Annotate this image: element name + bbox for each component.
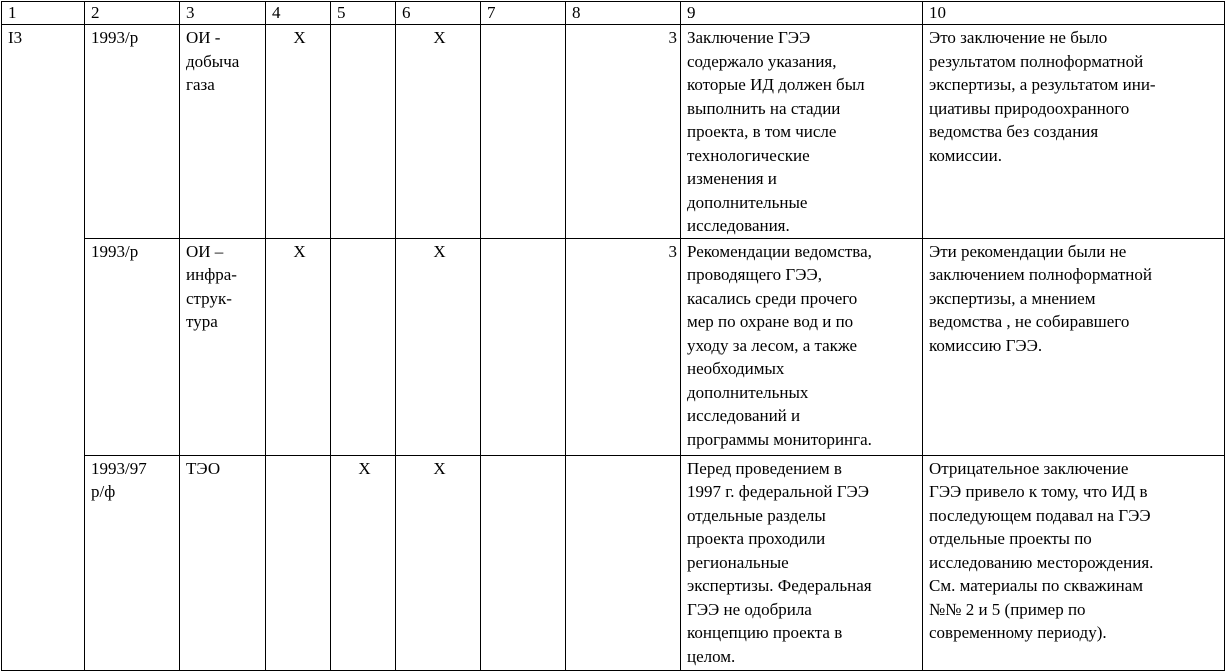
score-cell [566, 455, 681, 670]
mark-cell-4: Х [266, 238, 331, 455]
description-cell: Рекомендации ведомства, проводящего ГЭЭ, касались среди прочего мер по охране вод и по уходу за лесом, а также необходимых дополнительных исследований и программы мониторинга. [681, 238, 923, 455]
mark-cell-5: Х [331, 455, 396, 670]
document-table [1, 1, 1225, 671]
mark-cell-7 [481, 25, 566, 239]
header-cell-1: 1 [2, 2, 85, 25]
mark-cell-6: Х [396, 25, 481, 239]
table-row [2, 455, 1225, 670]
header-cell-10: 10 [923, 2, 1225, 25]
header-cell-9: 9 [681, 2, 923, 25]
table-row [2, 25, 1225, 239]
mark-cell-4 [266, 455, 331, 670]
header-cell-3: 3 [180, 2, 266, 25]
header-cell-8: 8 [566, 2, 681, 25]
header-cell-2: 2 [85, 2, 180, 25]
description-cell: Перед проведением в 1997 г. федеральной ГЭЭ отдельные разделы проекта проходили региональные экспертизы. Федеральная ГЭЭ не одобрила концепцию проекта в целом. [681, 455, 923, 670]
mark-cell-5 [331, 25, 396, 239]
score-cell: 3 [566, 238, 681, 455]
mark-cell-6: Х [396, 455, 481, 670]
header-cell-5: 5 [331, 2, 396, 25]
comment-cell: Это заключение не было результатом полноформатной экспертизы, а результатом ини- циативы природоохранного ведомства без создания комиссии. [923, 25, 1225, 239]
mark-cell-7 [481, 455, 566, 670]
mark-cell-7 [481, 238, 566, 455]
year-cell: 1993/р [85, 25, 180, 239]
comment-cell: Эти рекомендации были не заключением полноформатной экспертизы, а мнением ведомства , не собиравшего комиссию ГЭЭ. [923, 238, 1225, 455]
year-cell: 1993/97 р/ф [85, 455, 180, 670]
header-cell-6: 6 [396, 2, 481, 25]
header-cell-7: 7 [481, 2, 566, 25]
header-row [2, 2, 1225, 25]
year-cell: 1993/р [85, 238, 180, 455]
mark-cell-6: Х [396, 238, 481, 455]
comment-cell: Отрицательное заключение ГЭЭ привело к тому, что ИД в последующем подавал на ГЭЭ отдельные проекты по исследованию месторождения. См. материалы по скважинам №№ 2 и 5 (пример по современному периоду). [923, 455, 1225, 670]
header-cell-4: 4 [266, 2, 331, 25]
description-cell: Заключение ГЭЭ содержало указания, которые ИД должен был выполнить на стадии проекта, в том числе технологические изменения и дополнительные исследования. [681, 25, 923, 239]
score-cell: 3 [566, 25, 681, 239]
mark-cell-5 [331, 238, 396, 455]
object-type-cell: ОИ – инфра- струк- тура [180, 238, 266, 455]
object-type-cell: ТЭО [180, 455, 266, 670]
table-row [2, 238, 1225, 455]
mark-cell-4: Х [266, 25, 331, 239]
object-type-cell: ОИ - добыча газа [180, 25, 266, 239]
group-id-cell: I3 [2, 25, 85, 671]
